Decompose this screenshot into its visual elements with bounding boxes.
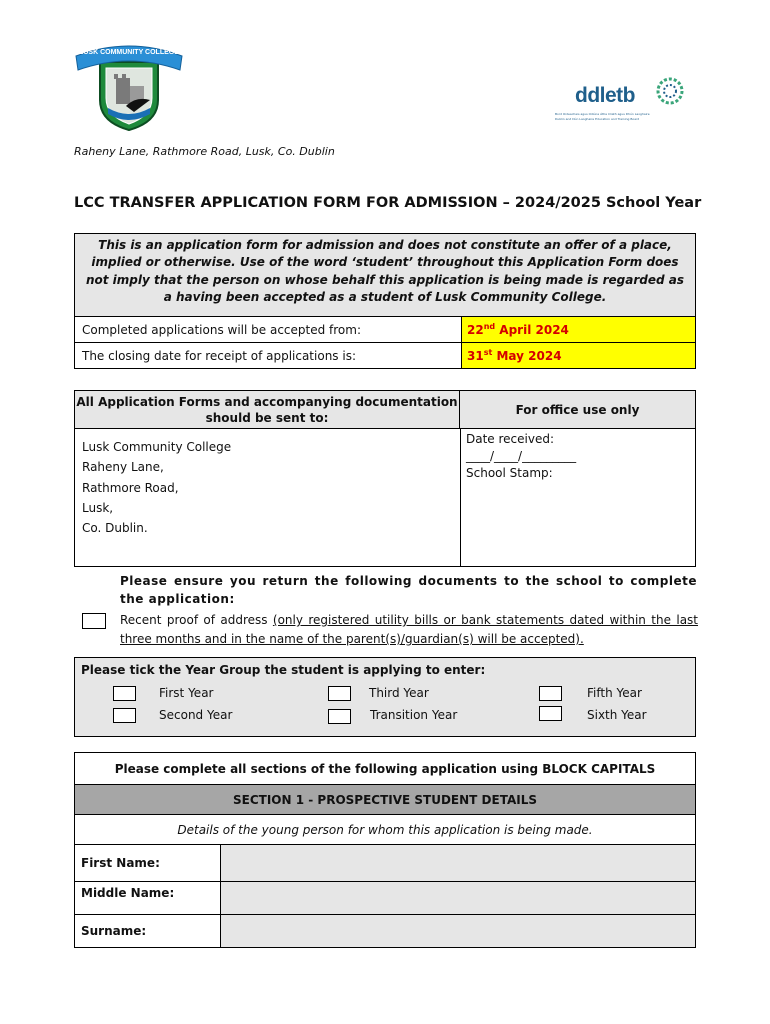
close-rest: May 2024 — [492, 349, 562, 363]
open-date-row — [74, 316, 696, 343]
block-capitals-instruction: Please complete all sections of the following application using BLOCK CAPITALS — [75, 753, 695, 785]
close-date-row — [74, 342, 696, 369]
etb-tagline — [555, 112, 690, 122]
transition-year-label: Transition Year — [370, 708, 458, 722]
close-date-value — [462, 343, 695, 368]
surname-row — [75, 915, 695, 947]
open-date-label: Completed applications will be accepted from: — [75, 317, 462, 342]
etb-tagline-2: Dublin and Dún Laoghaire Education and Training Board — [555, 117, 640, 121]
page-title: LCC TRANSFER APPLICATION FORM FOR ADMISSION – 2024/2025 School Year — [74, 195, 702, 211]
address-line: Lusk Community College — [82, 440, 232, 454]
middle-name-label: Middle Name: — [75, 882, 221, 914]
first-year-checkbox[interactable] — [113, 686, 136, 701]
school-stamp-label: School Stamp: — [466, 466, 553, 480]
third-year-checkbox[interactable] — [328, 686, 351, 701]
open-suffix: nd — [483, 322, 496, 331]
proof-of-address-text — [120, 611, 698, 649]
section-1-subtitle: Details of the young person for whom this application is being made. — [75, 815, 695, 845]
first-year-label: First Year — [159, 686, 214, 700]
middle-name-input[interactable] — [221, 882, 695, 914]
send-header: All Application Forms and accompanying documentation should be sent to: — [75, 391, 460, 429]
sixth-year-label: Sixth Year — [587, 708, 647, 722]
intro-disclaimer: This is an application form for admission and does not constitute an offer of a place, implied or otherwise. Use of the word ‘student’ throughout this Application Form does not imply that the person on whose behalf this application is being made is regarded as a having been accepted as a student of Lusk Community College. — [74, 233, 696, 317]
proof-underlined: (only registered utility bills or bank statements dated within the last three months and in the name of the parent(s)/guardian(s) will be accepted). — [120, 613, 699, 646]
second-year-checkbox[interactable] — [113, 708, 136, 723]
address-line: Lusk, — [82, 500, 114, 515]
section-1-table — [74, 752, 696, 948]
etb-tagline-1: Bord Oideachais agus Oiliúna Átha Cliath agus Dhún Laoghaire — [555, 112, 650, 116]
middle-name-row — [75, 882, 695, 915]
third-year-label: Third Year — [369, 686, 429, 700]
close-day: 31 — [467, 349, 484, 363]
date-received-label: Date received: — [466, 432, 555, 446]
open-rest: April 2024 — [495, 323, 569, 337]
proof-plain: Recent proof of address — [120, 613, 273, 627]
lusk-community-college-logo — [70, 40, 188, 132]
close-date-label: The closing date for receipt of applications is: — [75, 343, 462, 368]
office-header: For office use only — [460, 391, 695, 429]
second-year-label: Second Year — [159, 708, 233, 722]
transition-year-checkbox[interactable] — [328, 709, 351, 724]
office-use-area — [466, 431, 576, 482]
first-name-input[interactable] — [221, 845, 695, 881]
date-received-field[interactable]: ____/____/_________ — [466, 449, 577, 463]
open-day: 22 — [467, 323, 484, 337]
documents-instruction: Please ensure you return the following documents to the school to complete the application: — [120, 574, 697, 606]
year-group-question: Please tick the Year Group the student is applying to enter: — [81, 663, 486, 677]
first-name-label: First Name: — [75, 845, 221, 881]
open-date-value — [462, 317, 695, 342]
surname-input[interactable] — [221, 915, 695, 947]
etb-name: ddletb — [575, 84, 635, 107]
ddletb-logo — [555, 76, 690, 126]
school-address: Raheny Lane, Rathmore Road, Lusk, Co. Dublin — [74, 145, 335, 158]
year-group-box — [74, 657, 696, 737]
proof-of-address-checkbox[interactable] — [82, 613, 106, 629]
first-name-row — [75, 845, 695, 882]
close-suffix: st — [483, 348, 493, 357]
surname-label: Surname: — [75, 915, 221, 947]
sixth-year-checkbox[interactable] — [539, 706, 562, 721]
send-address — [82, 437, 231, 538]
address-line: Raheny Lane, — [82, 460, 164, 475]
etb-swirl-icon — [655, 76, 685, 106]
address-line: Rathmore Road, — [82, 480, 179, 495]
fifth-year-checkbox[interactable] — [539, 686, 562, 701]
address-line: Co. Dublin. — [82, 521, 148, 536]
logo-banner-text: LUSK COMMUNITY COLLEGE — [79, 49, 179, 56]
section-1-heading: SECTION 1 - PROSPECTIVE STUDENT DETAILS — [75, 785, 695, 815]
send-and-office-table — [74, 390, 696, 567]
fifth-year-label: Fifth Year — [587, 686, 642, 700]
